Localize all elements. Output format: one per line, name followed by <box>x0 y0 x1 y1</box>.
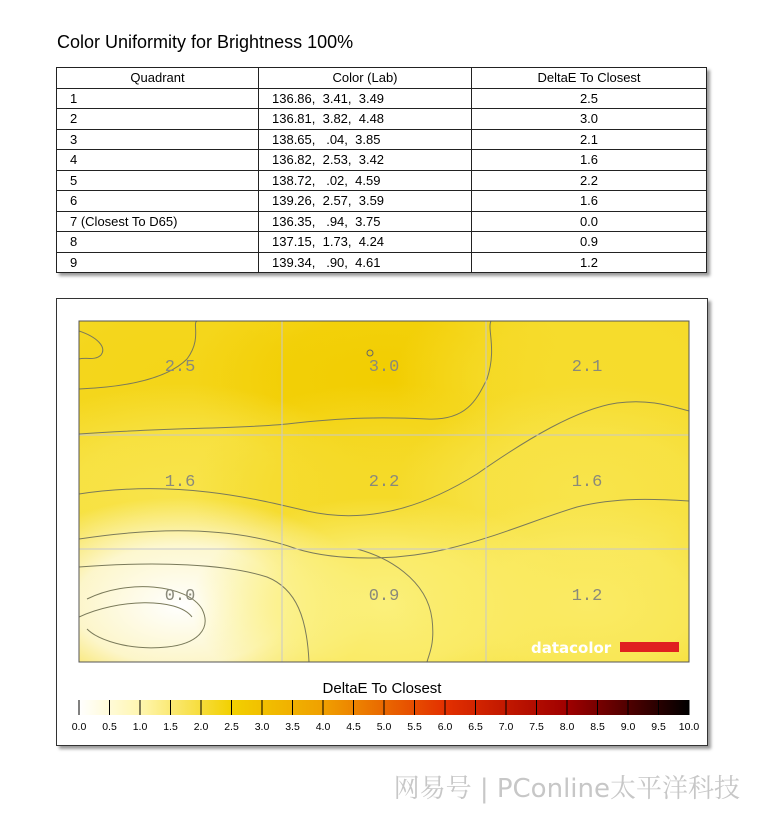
deltae-cell: 1.2 <box>472 252 707 273</box>
page-title: Color Uniformity for Brightness 100% <box>57 32 354 52</box>
colorbar-tick-label: 6.0 <box>437 721 453 733</box>
colorbar-tick-label: 2.0 <box>193 721 209 733</box>
colorbar-tick-label: 6.5 <box>468 721 483 733</box>
deltae-cell: 0.0 <box>472 211 707 232</box>
cell-label: 3.0 <box>368 358 400 377</box>
table-row <box>57 129 707 150</box>
colorbar-tick-label: 9.5 <box>651 721 666 733</box>
quadrant-cell: 4 <box>57 150 259 171</box>
colorbar-tick-label: 2.5 <box>224 721 239 733</box>
colorbar-tick-label: 1.5 <box>163 721 178 733</box>
colorbar-tick-label: 7.0 <box>498 721 514 733</box>
table-row <box>57 109 707 130</box>
logo-text: datacolor <box>531 639 612 657</box>
colorbar-tick-label: 4.5 <box>346 721 361 733</box>
lab-cell: 138.72, .02, 4.59 <box>259 170 472 191</box>
header-color-lab: Color (Lab) <box>259 68 472 89</box>
cell-label: 2.5 <box>164 358 196 377</box>
colorbar-tick-label: 8.5 <box>590 721 605 733</box>
table-row <box>57 252 707 273</box>
colorbar-tick-label: 3.5 <box>285 721 300 733</box>
quadrant-cell: 9 <box>57 252 259 273</box>
heatmap-chart <box>57 299 707 745</box>
quadrant-cell: 7 (Closest To D65) <box>57 211 259 232</box>
table-row <box>57 170 707 191</box>
colorbar-tick-label: 4.0 <box>315 721 331 733</box>
colorbar-tick-label: 7.5 <box>529 721 544 733</box>
heatmap-panel <box>56 298 708 746</box>
deltae-cell: 3.0 <box>472 109 707 130</box>
deltae-cell: 2.5 <box>472 88 707 109</box>
colorbar-tick-label: 10.0 <box>678 721 700 733</box>
lab-cell: 136.86, 3.41, 3.49 <box>259 88 472 109</box>
lab-cell: 139.26, 2.57, 3.59 <box>259 191 472 212</box>
quadrant-cell: 5 <box>57 170 259 191</box>
colorbar-tick-label: 0.0 <box>71 721 87 733</box>
table-row <box>57 232 707 253</box>
quadrant-cell: 6 <box>57 191 259 212</box>
deltae-cell: 1.6 <box>472 191 707 212</box>
lab-cell: 136.35, .94, 3.75 <box>259 211 472 232</box>
table-row <box>57 150 707 171</box>
deltae-cell: 0.9 <box>472 232 707 253</box>
logo-bar <box>620 642 679 652</box>
deltae-cell: 2.2 <box>472 170 707 191</box>
header-deltae: DeltaE To Closest <box>472 68 707 89</box>
header-quadrant: Quadrant <box>57 68 259 89</box>
cell-label: 0.0 <box>164 587 196 606</box>
colorbar-tick-label: 1.0 <box>132 721 148 733</box>
cell-label: 2.1 <box>571 358 603 377</box>
colorbar-tick-label: 0.5 <box>102 721 117 733</box>
table-row <box>57 211 707 232</box>
cell-label: 1.6 <box>571 473 603 492</box>
quadrant-cell: 8 <box>57 232 259 253</box>
quadrant-cell: 2 <box>57 109 259 130</box>
cell-label: 1.6 <box>164 473 196 492</box>
deltae-cell: 1.6 <box>472 150 707 171</box>
watermark: 网易号 | PConline太平洋科技 <box>393 774 740 804</box>
quadrant-cell: 1 <box>57 88 259 109</box>
table-row <box>57 88 707 109</box>
uniformity-table <box>56 67 707 273</box>
lab-cell: 136.82, 2.53, 3.42 <box>259 150 472 171</box>
cell-label: 1.2 <box>571 587 603 606</box>
cell-label: 2.2 <box>368 473 400 492</box>
table-row <box>57 191 707 212</box>
cell-label: 0.9 <box>368 587 400 606</box>
colorbar-tick-label: 8.0 <box>559 721 575 733</box>
lab-cell: 138.65, .04, 3.85 <box>259 129 472 150</box>
colorbar-tick-label: 5.5 <box>407 721 422 733</box>
lab-cell: 139.34, .90, 4.61 <box>259 252 472 273</box>
colorbar-tick-label: 9.0 <box>620 721 636 733</box>
colorbar-title: DeltaE To Closest <box>322 680 442 697</box>
table-header-row <box>57 68 707 89</box>
colorbar-tick-label: 5.0 <box>376 721 392 733</box>
quadrant-cell: 3 <box>57 129 259 150</box>
colorbar-tick-label: 3.0 <box>254 721 270 733</box>
lab-cell: 137.15, 1.73, 4.24 <box>259 232 472 253</box>
deltae-cell: 2.1 <box>472 129 707 150</box>
lab-cell: 136.81, 3.82, 4.48 <box>259 109 472 130</box>
